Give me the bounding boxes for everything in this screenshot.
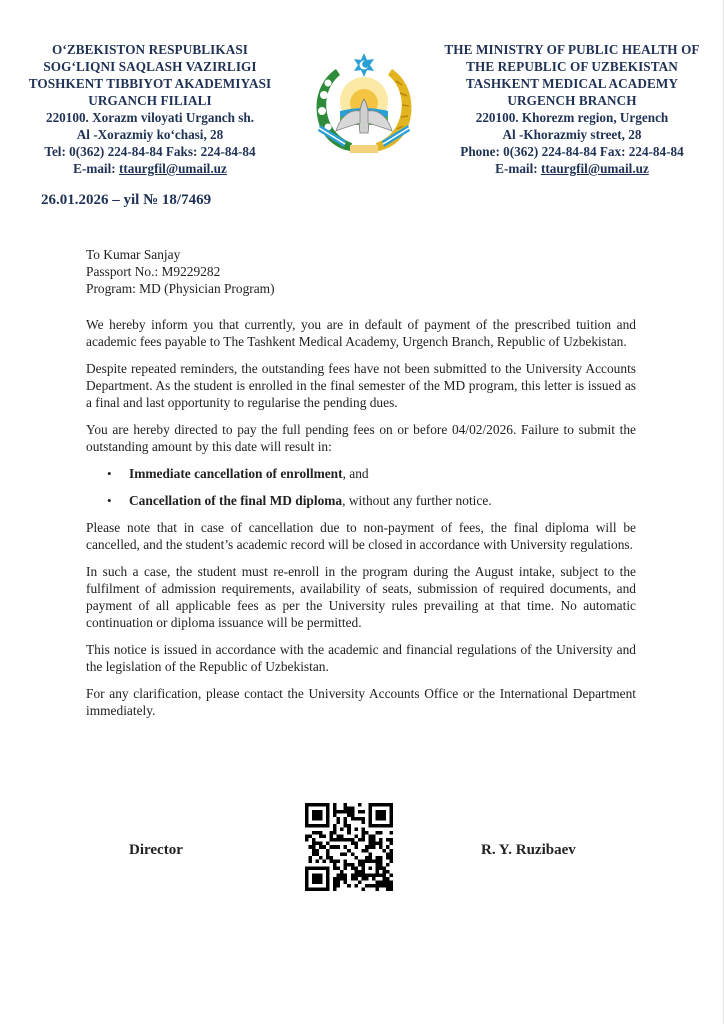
qr-module [312,838,316,842]
qr-module [340,835,344,839]
qr-module [351,873,355,877]
qr-module [344,859,348,863]
qr-module [319,835,323,839]
qr-module [337,877,341,881]
qr-module [340,810,344,814]
qr-module [379,856,383,860]
qr-module [312,852,316,856]
qr-module [351,877,355,881]
qr-module [389,849,393,853]
qr-module [330,859,334,863]
qr-module [372,877,376,881]
qr-module [333,884,337,888]
qr-module [344,863,348,867]
qr-module [326,842,330,846]
qr-module [379,884,383,888]
qr-module [312,849,316,853]
passport-number: Passport No.: M9229282 [86,264,221,279]
qr-module [358,870,362,874]
qr-module [382,870,386,874]
qr-module [379,859,383,863]
qr-module [333,803,337,807]
qr-module [347,884,351,888]
qr-module [361,849,365,853]
state-emblem-icon [306,47,422,155]
paragraph-default-notice: We hereby inform you that currently, you are in default of payment of the prescribed tuition and academic fees payable to The Tashkent Medical Academy, Urgench Branch, Republic of Uzbekistan. [86,317,636,349]
qr-module [337,880,341,884]
qr-module [354,873,358,877]
paragraph-reminders: Despite repeated reminders, the outstanding fees have not been submitted to the University Accounts Department. As the student is enrolled in the final semester of the MD program, this letter is issued as a final and last opportunity to regularise the pending dues. [86,361,636,410]
qr-module [347,838,351,842]
qr-module [337,810,341,814]
email-link[interactable]: ttaurgfil@umail.uz [118,161,227,176]
qr-module [382,873,386,877]
list-item-bold: Cancellation of the final MD diploma [129,493,343,508]
qr-module [347,828,351,832]
qr-module [344,824,348,828]
signatory-title: Director [129,842,183,858]
qr-module [316,859,320,863]
email-label: E-mail: [73,161,119,176]
qr-module [337,845,341,849]
list-item-rest: , without any further notice. [342,493,492,508]
qr-module [375,831,379,835]
qr-module [344,866,348,870]
qr-module [372,835,376,839]
program-name: Program: MD (Physician Program) [86,281,275,296]
qr-module [379,831,383,835]
letterhead-line: TOSHKENT TIBBIYOT AKADEMIYASI [28,76,272,91]
qr-module [333,866,337,870]
qr-module [333,814,337,818]
paragraph-cancellation: Please note that in case of cancellation due to non-payment of fees, the final diploma will be cancelled, and the student’s academic record will be closed in accordance with University regulations. [86,520,636,552]
list-item-bold: Immediate cancellation of enrollment [129,466,343,481]
qr-module [375,887,379,891]
qr-module [347,814,351,818]
qr-module [354,884,358,888]
qr-module [344,807,348,811]
qr-module [389,859,393,863]
qr-module [382,866,386,870]
qr-module [337,821,341,825]
qr-module [386,838,390,842]
qr-module [344,821,348,825]
qr-module [312,845,316,849]
qr-module [323,835,327,839]
qr-module [344,880,348,884]
letterhead-line: 220100. Khorezm region, Urgench [475,110,669,125]
qr-module [358,863,362,867]
qr-module [326,856,330,860]
letterhead-line: SOG‘LIQNI SAQLASH VAZIRLIGI [43,59,257,74]
letterhead-line: URGANCH FILIALI [88,93,212,108]
qr-module [372,845,376,849]
qr-module [358,810,362,814]
qr-module [354,845,358,849]
qr-module [347,849,351,853]
qr-module [316,852,320,856]
qr-module [361,828,365,832]
qr-module [351,852,355,856]
qr-module [312,831,316,835]
qr-module [333,810,337,814]
qr-module [365,849,369,853]
qr-module [386,845,390,849]
qr-module [354,866,358,870]
qr-module [340,870,344,874]
qr-module [316,831,320,835]
consequences-list [86,465,636,509]
qr-module [365,877,369,881]
qr-module [389,831,393,835]
qr-module [375,884,379,888]
qr-module [351,814,355,818]
addressee-block [86,246,275,297]
qr-module [365,884,369,888]
qr-module [368,845,372,849]
list-item [129,465,636,482]
qr-module [333,845,337,849]
qr-module [389,887,393,891]
letterhead-uzbek [8,41,292,177]
list-item [129,492,636,509]
qr-module [379,880,383,884]
qr-module [344,845,348,849]
qr-module [319,842,323,846]
letterhead-line: Al -Xorazmiy ko‘chasi, 28 [76,127,224,142]
qr-module [368,884,372,888]
qr-module [354,835,358,839]
qr-module [305,838,309,842]
letterhead-line: O‘ZBEKISTON RESPUBLIKASI [51,42,248,57]
qr-module [351,810,355,814]
qr-module [386,870,390,874]
qr-module [337,835,341,839]
qr-module [326,849,330,853]
qr-module [351,807,355,811]
qr-module [389,852,393,856]
qr-module [354,870,358,874]
qr-module [368,866,372,870]
qr-module [319,856,323,860]
qr-module [351,842,355,846]
qr-module [319,831,323,835]
qr-module [333,887,337,891]
qr-module [347,863,351,867]
letterhead-email-row [424,160,720,177]
qr-module [358,859,362,863]
qr-module [358,838,362,842]
qr-module [326,852,330,856]
qr-module [361,831,365,835]
qr-module [312,873,323,884]
qr-module [354,828,358,832]
qr-module [316,849,320,853]
qr-module [344,810,348,814]
signature-row [0,803,724,893]
letterhead-line: THE MINISTRY OF PUBLIC HEALTH OF [444,42,700,57]
qr-module [340,828,344,832]
qr-module [344,817,348,821]
qr-module [340,838,344,842]
letterhead-line: THE REPUBLIC OF UZBEKISTAN [466,59,678,74]
qr-module [389,842,393,846]
qr-module [365,831,369,835]
qr-module [386,887,390,891]
qr-module [309,859,313,863]
qr-module [333,828,337,832]
qr-module [347,810,351,814]
qr-module [361,821,365,825]
qr-module [309,845,313,849]
qr-module [337,838,341,842]
qr-module [386,863,390,867]
qr-module [354,842,358,846]
qr-module [358,803,362,807]
qr-module [361,810,365,814]
qr-module [344,838,348,842]
qr-module [351,817,355,821]
qr-module [386,877,390,881]
qr-module [323,859,327,863]
qr-module [333,880,337,884]
qr-module [330,845,334,849]
letter-body [86,316,636,729]
qr-module [333,877,337,881]
qr-module [316,842,320,846]
letterhead-line: URGENCH BRANCH [507,93,637,108]
qr-module [340,873,344,877]
qr-module [365,856,369,860]
qr-module [389,884,393,888]
qr-module [358,873,362,877]
qr-module [358,817,362,821]
qr-module [337,873,341,877]
qr-module [340,852,344,856]
qr-module [330,835,334,839]
qr-module [389,838,393,842]
qr-module [379,866,383,870]
qr-module [337,859,341,863]
qr-module [312,810,323,821]
qr-module [368,842,372,846]
qr-module [368,852,372,856]
qr-module [344,852,348,856]
qr-module [386,884,390,888]
qr-module [333,859,337,863]
qr-module [386,852,390,856]
email-label: E-mail: [495,161,541,176]
qr-module [312,842,316,846]
qr-module [379,873,383,877]
qr-module [372,842,376,846]
qr-module [333,807,337,811]
qr-module [340,877,344,881]
qr-module [382,877,386,881]
qr-module [382,884,386,888]
qr-module [333,863,337,867]
qr-module [337,866,341,870]
qr-module [361,817,365,821]
email-link[interactable]: ttaurgfil@umail.uz [540,161,649,176]
qr-module [323,845,327,849]
qr-module [372,838,376,842]
qr-module [368,856,372,860]
qr-module [351,866,355,870]
qr-module [386,856,390,860]
qr-module [375,880,379,884]
qr-module [379,863,383,867]
qr-module [386,880,390,884]
qr-module [344,873,348,877]
qr-module [347,831,351,835]
qr-module [351,838,355,842]
paragraph-reenroll: In such a case, the student must re-enroll in the program during the August intake, subject to the fulfilment of admission requirements, availability of seats, submission of required documents, and payment of all applicable fees as per the University rules prevailing at that time. No automatic continuation or diploma issuance will be permitted. [86,564,636,630]
addressee-name: To Kumar Sanjay [86,247,181,262]
letterhead-line: Tel: 0(362) 224-84-84 Faks: 224-84-84 [44,144,256,159]
qr-module [337,817,341,821]
qr-module [337,884,341,888]
qr-module [347,824,351,828]
qr-code-icon[interactable] [305,803,393,891]
letterhead-line: 220100. Xorazm viloyati Urganch sh. [45,110,255,125]
qr-module [379,845,383,849]
qr-module [354,856,358,860]
qr-module [354,877,358,881]
signatory-name: R. Y. Ruzibaev [481,842,576,858]
qr-module [379,842,383,846]
qr-module [368,838,372,842]
qr-module [389,856,393,860]
qr-module [375,810,386,821]
qr-module [361,877,365,881]
qr-module [375,842,379,846]
paragraph-regulations: This notice is issued in accordance with the academic and financial regulations of the University and the legislation of the Republic of Uzbekistan. [86,642,636,674]
qr-module [375,856,379,860]
letterhead-english [424,41,720,177]
qr-module [333,831,337,835]
qr-module [333,824,337,828]
qr-module [309,856,313,860]
qr-module [319,845,323,849]
qr-module [330,831,334,835]
list-item-rest: , and [342,466,369,481]
paragraph-deadline: You are hereby directed to pay the full pending fees on or before 04/02/2026. Failure to submit the outstanding amount by this date will result in: [86,422,636,454]
letterhead-email-row [8,160,292,177]
qr-module [330,838,334,842]
qr-module [361,835,365,839]
qr-module [382,849,386,853]
qr-module [309,835,313,839]
qr-module [361,887,365,891]
letterhead-line: TASHKENT MEDICAL ACADEMY [465,76,679,91]
qr-module [365,845,369,849]
qr-module [354,817,358,821]
qr-module [361,838,365,842]
qr-module [368,835,372,839]
paragraph-contact: For any clarification, please contact the University Accounts Office or the International Department immediately. [86,686,636,718]
qr-module [351,863,355,867]
qr-module [344,877,348,881]
letterhead-line: Al -Khorazmiy street, 28 [502,127,642,142]
qr-module [389,880,393,884]
qr-module [344,803,348,807]
qr-module [389,873,393,877]
qr-module [372,884,376,888]
qr-module [330,856,334,860]
qr-module [382,880,386,884]
qr-module [347,807,351,811]
qr-module [305,835,309,839]
qr-module [379,838,383,842]
qr-module [358,880,362,884]
letterhead-line: Phone: 0(362) 224-84-84 Fax: 224-84-84 [460,144,684,159]
qr-module [333,838,337,842]
reference-number: 26.01.2026 – yil № 18/7469 [41,192,212,208]
